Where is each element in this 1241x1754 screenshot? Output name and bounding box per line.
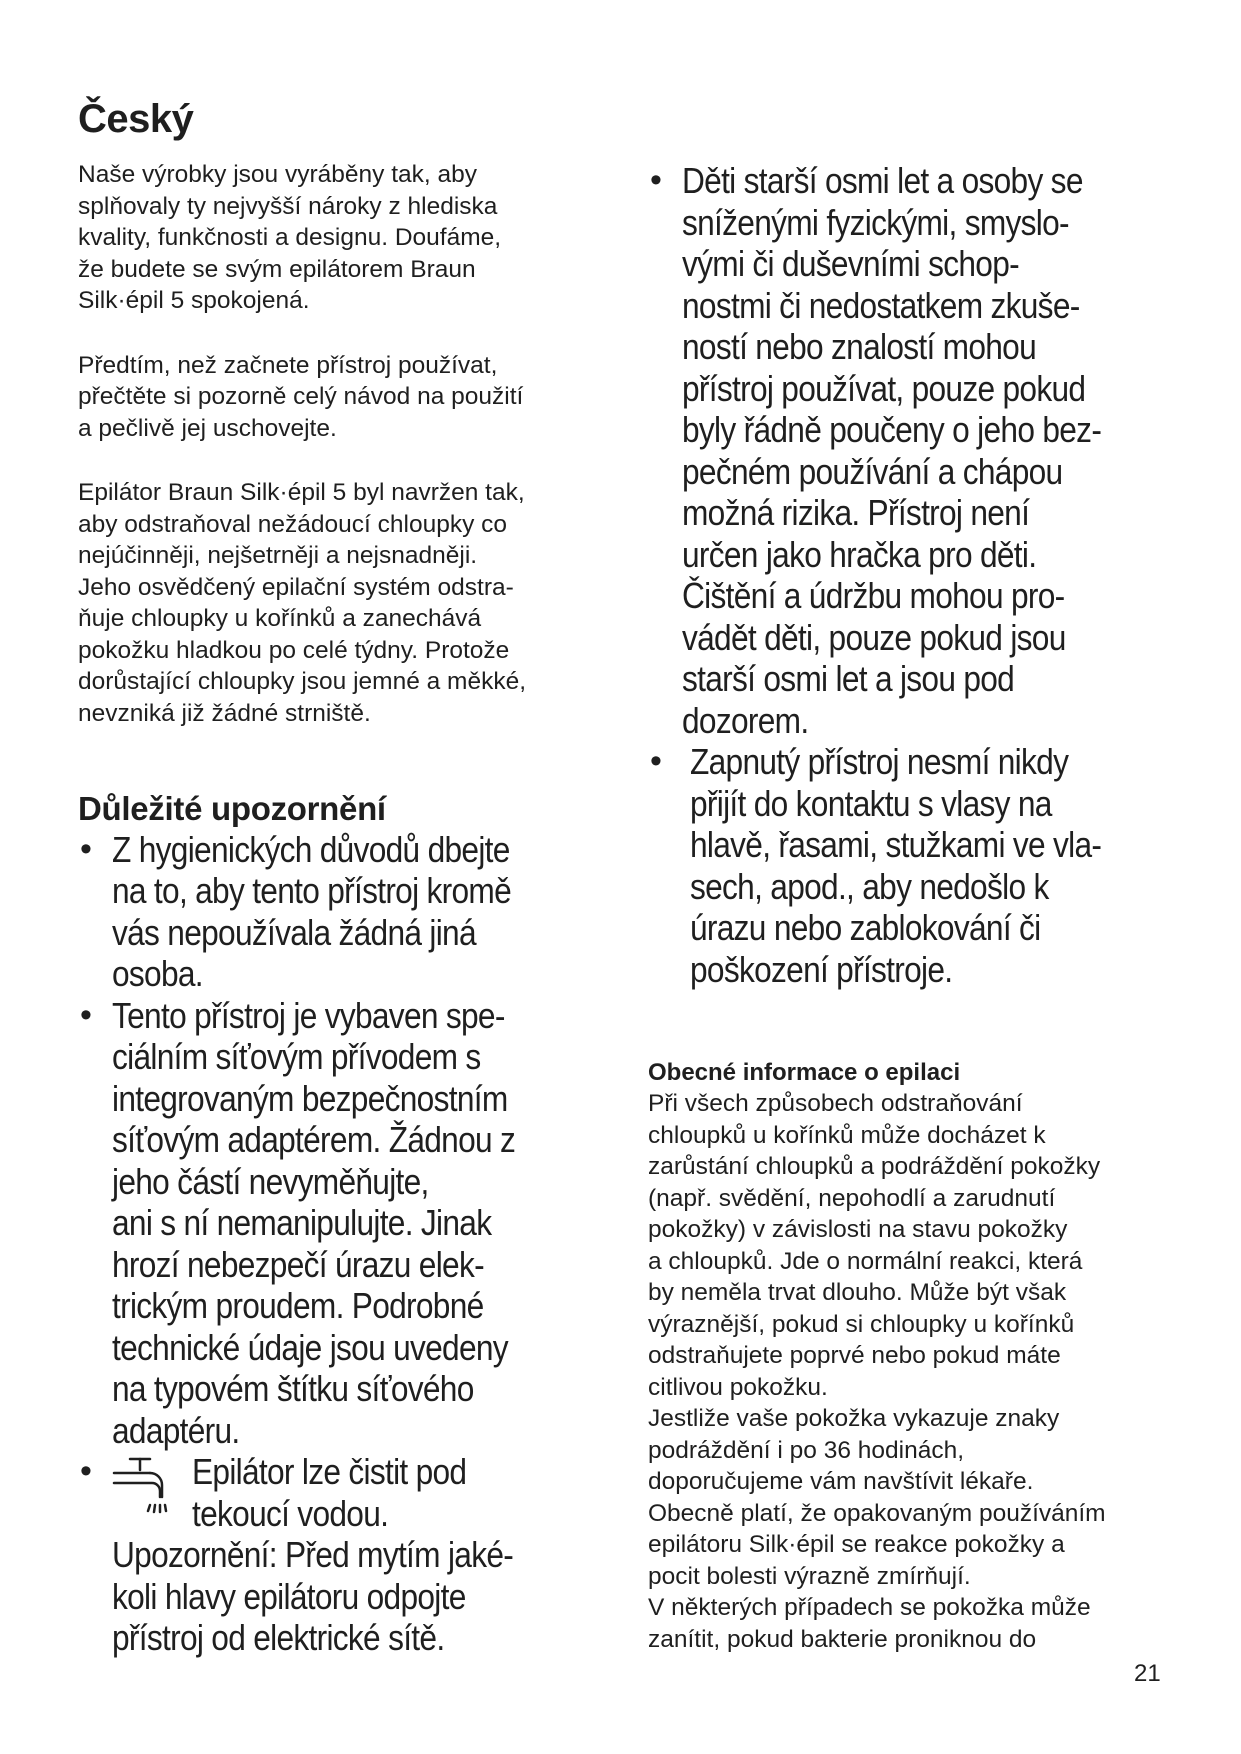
text-line: technické údaje jsou uvedeny [112,1326,508,1368]
text-line: Epilátor lze čistit pod [192,1451,467,1493]
text-line: a chloupků. Jde o normální reakci, která [648,1247,1083,1275]
text-line: ňuje chloupky u kořínků a zanechává [78,605,482,632]
text-line: pokožku hladkou po celé týdny. Protože [78,636,510,664]
text-line: (např. svědění, nepohodlí a zarudnutí [648,1184,1056,1212]
text-line: nevzniká již žádné strniště. [78,699,371,727]
bullet-children [648,160,1188,741]
text-line: ností nebo znalostí mohou [682,326,1037,367]
text-line: Děti starší osmi let a osoby se [682,160,1083,201]
text-line: odstraňujete poprvé nebo pokud máte [648,1342,1061,1369]
text-line: Obecně platí, že opakovaným používáním [648,1499,1106,1527]
text-line: Epilátor Braun Silk·épil 5 byl navržen tak, [78,479,525,506]
text-line: hlavě, řasami, stužkami ve vla- [690,824,1102,865]
text-line: že budete se svým epilátorem Braun [78,255,476,283]
text-line: pečném používání a chápou [682,450,1063,492]
text-line: V některých případech se pokožka může [648,1594,1091,1621]
text-line: vás nepoužívala žádná jiná [112,911,476,953]
text-line: jeho částí nevyměňujte, [112,1160,429,1202]
text-line: Z hygienických důvodů dbejte [112,828,510,870]
text-line: Upozornění: Před mytím jaké- [112,1534,514,1576]
text-line: Zapnutý přístroj nesmí nikdy [690,741,1069,782]
text-line: koli hlavy epilátoru odpojte [112,1575,466,1617]
text-line: ani s ní nemanipulujte. Jinak [112,1202,492,1244]
text-line: úrazu nebo zablokování či [690,907,1041,948]
text-line: síťovým adaptérem. Žádnou z [112,1119,516,1161]
general-info-paragraph [648,1088,1188,1655]
text-line: Předtím, než začnete přístroj používat, [78,351,498,379]
text-line: výraznější, pokud si chloupky u kořínků [648,1310,1075,1338]
text-line: pokožky) v závislosti na stavu pokožky [648,1216,1068,1243]
important-heading: Důležité upozornění [78,790,386,827]
text-line: sníženými fyzickými, smyslo- [682,201,1069,243]
text-line: trickým proudem. Podrobné [112,1285,484,1327]
bullet-hygiene [78,829,608,995]
text-line: určen jako hračka pro děti. [682,533,1037,575]
text-line: zanítit, pokud bakterie proniknou do [648,1625,1037,1653]
bullet-dot: • [650,742,662,780]
text-line: dozorem. [682,699,809,741]
water-tap-icon [112,1453,172,1515]
text-line: přijít do kontaktu s vlasy na [690,782,1052,824]
text-line: hrozí nebezpečí úrazu elek- [112,1243,484,1285]
text-line: přístroj používat, pouze pokud [682,367,1086,409]
bullet-dot: • [650,161,662,199]
text-line: na to, aby tento přístroj kromě [112,870,512,912]
text-line: osoba. [112,953,203,995]
text-line: Naše výrobky jsou vyráběny tak, aby [78,161,477,188]
left-column [78,95,608,1659]
intro-paragraph-1 [78,159,608,317]
text-line: aby odstraňoval nežádoucí chloupky co [78,510,508,538]
text-line: poškození přístroje. [690,948,953,990]
text-line: a pečlivě jej uschovejte. [78,414,337,442]
text-line: integrovaným bezpečnostním [112,1077,508,1119]
text-line: sech, apod., aby nedošlo k [690,865,1049,907]
text-line: kvality, funkčnosti a designu. Doufáme, [78,224,502,251]
text-line: epilátoru Silk·épil se reakce pokožky a [648,1531,1065,1558]
text-line: Čištění a údržbu mohou pro- [682,575,1065,616]
text-line: doporučujeme vám navštívit lékaře. [648,1468,1034,1495]
bullet-adapter [78,995,608,1452]
text-line: byly řádně poučeny o jeho bez- [682,409,1102,450]
general-info-heading: Obecné informace o epilaci [648,1059,961,1086]
bullet-dot: • [80,1452,92,1491]
text-line: přečtěte si pozorně celý návod na použití [78,383,524,410]
text-line: starší osmi let a jsou pod [682,658,1015,699]
text-line: zarůstání chloupků a podráždění pokožky [648,1153,1101,1180]
text-line: by neměla trvat dlouho. Může být však [648,1279,1067,1306]
bullet-hair-contact [648,741,1188,990]
text-line: na typovém štítku síťového [112,1368,474,1410]
text-line: tekoucí vodou. [192,1492,389,1534]
text-line: Při všech způsobech odstraňování [648,1090,1023,1117]
bullet-dot: • [80,995,92,1034]
text-line: Jestliže vaše pokožka vykazuje znaky [648,1405,1060,1432]
text-line: Jeho osvědčený epilační systém odstra- [78,573,514,601]
bullet-dot: • [80,829,92,868]
text-line: pocit bolesti výrazně zmírňují. [648,1562,971,1590]
text-line: možná rizika. Přístroj není [682,492,1030,533]
page-title: Český [78,97,194,141]
text-line: ciálním síťovým přívodem s [112,1036,481,1078]
bullet-water-cleaning [78,1451,608,1659]
text-line: chloupků u kořínků může docházet k [648,1121,1046,1149]
text-line: nostmi či nedostatkem zkuše- [682,284,1080,326]
right-column [648,160,1188,1655]
text-line: adaptéru. [112,1409,240,1451]
text-line: Tento přístroj je vybaven spe- [112,994,505,1036]
text-line: přístroj od elektrické sítě. [112,1617,445,1659]
text-line: dorůstající chloupky jsou jemné a měkké, [78,668,527,695]
intro-paragraph-3 [78,477,608,729]
text-line: Silk·épil 5 spokojená. [78,287,310,314]
text-line: citlivou pokožku. [648,1373,828,1401]
text-line: splňovaly ty nejvyšší nároky z hlediska [78,192,498,220]
tap-icon-text [112,1451,608,1534]
page-number: 21 [1134,1660,1161,1687]
intro-paragraph-2 [78,350,608,445]
text-line: nejúčinněji, nejšetrněji a nejsnadněji. [78,542,478,569]
text-line: vádět děti, pouze pokud jsou [682,616,1066,658]
text-line: podráždění i po 36 hodinách, [648,1436,965,1464]
text-line: vými či duševními schop- [682,243,1019,284]
